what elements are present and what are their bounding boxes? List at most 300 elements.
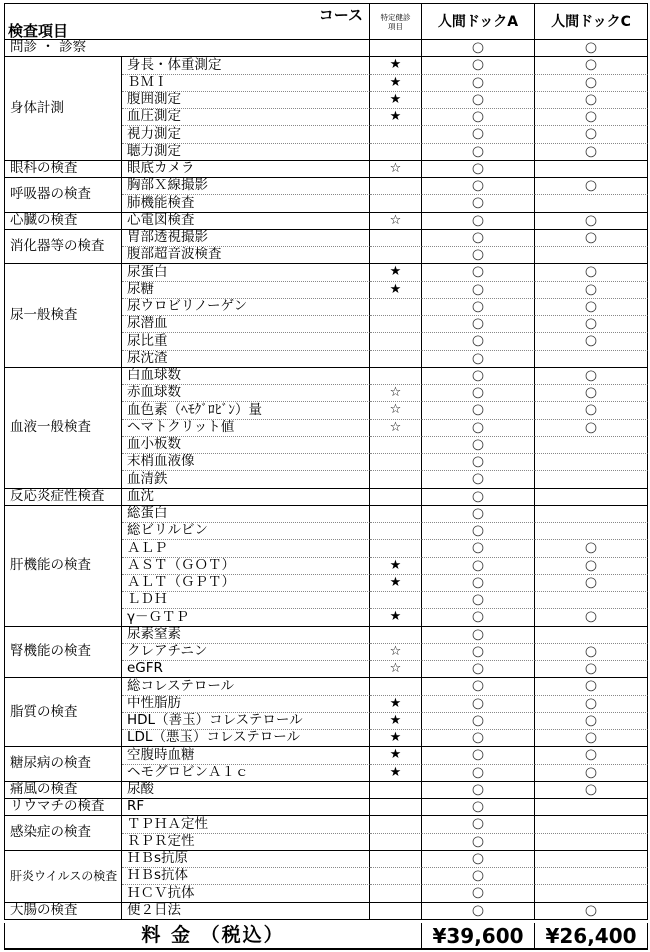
tokutei-cell [370, 730, 422, 747]
white-star-mark: ☆ [389, 661, 402, 676]
item-name: ＴＰＨＡ定性 [127, 816, 208, 832]
course-c-cell [535, 540, 648, 557]
course-c-cell [535, 161, 648, 178]
item-name-cell [122, 161, 370, 178]
included-circle-mark: ○ [471, 488, 485, 504]
item-name: ＨＢs抗体 [127, 868, 189, 884]
included-circle-mark: ○ [471, 126, 485, 142]
item-name: ＢＭＩ [127, 74, 168, 90]
included-circle-mark: ○ [584, 212, 598, 228]
header-tokutei-cell [370, 3, 422, 40]
tokutei-cell [370, 299, 422, 316]
included-circle-mark: ○ [471, 609, 485, 625]
course-a-cell [422, 885, 535, 902]
included-circle-mark: ○ [471, 143, 485, 159]
item-name-cell [122, 178, 370, 195]
included-circle-mark: ○ [471, 229, 485, 246]
tokutei-cell [370, 247, 422, 264]
item-name: 尿潜血 [127, 316, 168, 332]
item-name-cell [122, 799, 370, 816]
item-name: 白血球数 [127, 367, 181, 384]
total-label-cell [4, 923, 422, 950]
tokutei-cell [370, 471, 422, 488]
item-name: 中性脂肪 [127, 695, 181, 711]
tokutei-cell [370, 868, 422, 885]
item-name-cell [122, 420, 370, 437]
item-name: HDL（善玉）コレステロール [127, 712, 303, 729]
item-name-cell [122, 678, 370, 695]
item-name: ＡＬＰ [127, 540, 168, 556]
item-name-cell [122, 765, 370, 782]
included-circle-mark: ○ [471, 678, 485, 694]
included-circle-mark: ○ [584, 281, 598, 297]
course-a-cell [422, 178, 535, 195]
included-circle-mark: ○ [584, 902, 598, 918]
course-c-cell [535, 678, 648, 695]
course-a-cell [422, 816, 535, 833]
included-circle-mark: ○ [471, 402, 485, 418]
course-c-cell [535, 609, 648, 626]
item-name: 聴力測定 [127, 143, 181, 159]
course-c-cell [535, 627, 648, 644]
tokutei-cell [370, 264, 422, 281]
included-circle-mark: ○ [471, 695, 485, 711]
header-course-label: コース [318, 6, 363, 24]
item-name: 尿素窒素 [127, 626, 181, 642]
category-cell [4, 57, 122, 161]
included-circle-mark: ○ [584, 229, 598, 246]
header-tokutei-label: 特定健診項目 [380, 12, 411, 31]
course-a-cell [422, 92, 535, 109]
item-name-cell [122, 454, 370, 471]
included-circle-mark: ○ [471, 333, 485, 349]
included-circle-mark: ○ [471, 505, 485, 522]
included-circle-mark: ○ [584, 57, 598, 73]
course-c-cell [535, 57, 648, 74]
item-name-cell [122, 75, 370, 92]
category-cell [4, 264, 122, 368]
course-c-cell [535, 506, 648, 523]
tokutei-cell [370, 575, 422, 592]
item-name-cell [122, 109, 370, 126]
included-circle-mark: ○ [471, 885, 485, 901]
item-name: 尿比重 [127, 333, 168, 349]
item-name: 腹部超音波検査 [127, 247, 222, 263]
black-star-mark: ★ [389, 747, 402, 763]
course-c-cell [535, 592, 648, 609]
item-name: ＡＬＴ（ＧＰＴ） [127, 574, 235, 591]
included-circle-mark: ○ [584, 367, 598, 384]
included-circle-mark: ○ [584, 402, 598, 418]
category-cell [4, 747, 122, 782]
category-cell [4, 161, 122, 178]
tokutei-cell [370, 834, 422, 851]
black-star-mark: ★ [389, 264, 402, 280]
item-name-cell [122, 402, 370, 419]
course-c-cell [535, 471, 648, 488]
black-star-mark: ★ [389, 281, 402, 297]
course-a-cell [422, 144, 535, 161]
item-name: 身長・体重測定 [127, 57, 222, 73]
item-name: ＨＣＶ抗体 [127, 885, 195, 901]
category-cell [4, 40, 370, 57]
course-a-cell [422, 213, 535, 230]
course-c-cell [535, 213, 648, 230]
course-a-cell [422, 661, 535, 678]
included-circle-mark: ○ [471, 281, 485, 297]
included-circle-mark: ○ [471, 816, 485, 832]
included-circle-mark: ○ [471, 471, 485, 487]
item-name-cell [122, 851, 370, 868]
black-star-mark: ★ [389, 109, 402, 124]
included-circle-mark: ○ [471, 868, 485, 884]
item-name: ＲＰＲ定性 [127, 833, 195, 849]
course-a-cell [422, 471, 535, 488]
item-name-cell [122, 868, 370, 885]
category-cell [4, 213, 122, 230]
included-circle-mark: ○ [584, 178, 598, 194]
tokutei-cell [370, 213, 422, 230]
tokutei-cell [370, 282, 422, 299]
included-circle-mark: ○ [471, 523, 485, 539]
course-a-cell [422, 609, 535, 626]
included-circle-mark: ○ [584, 333, 598, 349]
course-c-cell [535, 765, 648, 782]
course-c-cell [535, 782, 648, 799]
tokutei-cell [370, 195, 422, 212]
item-name: ヘマトクリット値 [127, 419, 235, 435]
item-name-cell [122, 282, 370, 299]
included-circle-mark: ○ [471, 212, 485, 228]
tokutei-cell [370, 437, 422, 454]
item-name: 尿糖 [127, 281, 154, 297]
course-c-cell [535, 851, 648, 868]
included-circle-mark: ○ [584, 661, 598, 677]
included-circle-mark: ○ [471, 160, 485, 177]
item-name-cell [122, 730, 370, 747]
included-circle-mark: ○ [471, 592, 485, 608]
course-c-cell [535, 230, 648, 247]
tokutei-cell [370, 696, 422, 713]
tokutei-cell [370, 144, 422, 161]
course-c-cell [535, 885, 648, 902]
course-a-cell [422, 765, 535, 782]
item-name-cell [122, 558, 370, 575]
item-name: ＨＢs抗原 [127, 850, 189, 867]
category-label: 感染症の検査 [10, 824, 91, 841]
course-a-cell [422, 161, 535, 178]
category-label: 眼科の検査 [10, 160, 78, 177]
item-name: ＬＤＨ [127, 592, 168, 608]
included-circle-mark: ○ [471, 195, 485, 211]
included-circle-mark: ○ [584, 678, 598, 694]
course-a-cell [422, 454, 535, 471]
tokutei-cell [370, 126, 422, 143]
black-star-mark: ★ [389, 730, 402, 745]
included-circle-mark: ○ [471, 712, 485, 729]
item-name-cell [122, 92, 370, 109]
course-c-cell [535, 437, 648, 454]
course-a-cell [422, 282, 535, 299]
course-a-cell [422, 747, 535, 764]
course-c-cell [535, 282, 648, 299]
course-a-cell [422, 799, 535, 816]
included-circle-mark: ○ [584, 264, 598, 280]
included-circle-mark: ○ [584, 695, 598, 711]
course-c-cell [535, 264, 648, 281]
tokutei-cell [370, 368, 422, 385]
black-star-mark: ★ [389, 609, 402, 625]
included-circle-mark: ○ [471, 74, 485, 90]
item-name: 血圧測定 [127, 109, 181, 125]
category-cell [4, 368, 122, 489]
course-c-cell [535, 316, 648, 333]
included-circle-mark: ○ [471, 385, 485, 401]
course-c-cell [535, 903, 648, 920]
tokutei-cell [370, 540, 422, 557]
course-a-cell [422, 782, 535, 799]
item-name-cell [122, 368, 370, 385]
course-c-cell [535, 368, 648, 385]
item-name: 血沈 [127, 488, 154, 504]
item-name: 血色素（ﾍﾓｸﾞﾛﾋﾞﾝ）量 [127, 402, 262, 418]
category-label: 痛風の検査 [10, 781, 78, 798]
header-item-cell [4, 3, 370, 40]
item-name-cell [122, 816, 370, 833]
item-name: 血小板数 [127, 436, 181, 453]
category-label: 呼吸器の検査 [10, 186, 91, 202]
included-circle-mark: ○ [584, 574, 598, 591]
item-name: 腹囲測定 [127, 91, 181, 108]
included-circle-mark: ○ [584, 126, 598, 142]
included-circle-mark: ○ [471, 298, 485, 315]
item-name-cell [122, 333, 370, 350]
tokutei-cell [370, 782, 422, 799]
item-name-cell [122, 195, 370, 212]
included-circle-mark: ○ [471, 902, 485, 918]
course-a-cell [422, 540, 535, 557]
course-c-cell [535, 92, 648, 109]
course-c-cell [535, 75, 648, 92]
course-a-cell [422, 351, 535, 368]
item-name: 胸部Ｘ線撮影 [127, 178, 208, 194]
tokutei-cell [370, 816, 422, 833]
item-name: 尿沈渣 [127, 350, 168, 366]
item-name-cell [122, 540, 370, 557]
category-label: 肝炎ウイルスの検査 [10, 869, 118, 884]
black-star-mark: ★ [389, 74, 402, 90]
category-label: 消化器等の検査 [10, 237, 105, 254]
category-label: 肝機能の検査 [10, 556, 91, 573]
course-c-cell [535, 661, 648, 678]
item-name: 視力測定 [127, 126, 181, 142]
course-c-cell [535, 558, 648, 575]
item-name: 尿蛋白 [127, 264, 168, 280]
tokutei-cell [370, 75, 422, 92]
course-a-cell [422, 299, 535, 316]
item-name: 総蛋白 [127, 505, 168, 522]
tokutei-cell [370, 523, 422, 540]
course-c-cell [535, 834, 648, 851]
item-name-cell [122, 230, 370, 247]
course-a-cell [422, 903, 535, 920]
course-a-cell [422, 316, 535, 333]
course-c-cell [535, 489, 648, 506]
included-circle-mark: ○ [471, 540, 485, 556]
included-circle-mark: ○ [471, 436, 485, 453]
tokutei-cell [370, 885, 422, 902]
included-circle-mark: ○ [471, 626, 485, 642]
white-star-mark: ☆ [389, 643, 402, 659]
category-label: 尿一般検査 [10, 306, 78, 323]
included-circle-mark: ○ [471, 850, 485, 867]
course-a-cell [422, 368, 535, 385]
included-circle-mark: ○ [584, 316, 598, 332]
item-name: γ－ＧＴＰ [127, 609, 189, 625]
black-star-mark: ★ [389, 712, 402, 728]
included-circle-mark: ○ [471, 574, 485, 591]
included-circle-mark: ○ [471, 57, 485, 73]
included-circle-mark: ○ [584, 557, 598, 573]
tokutei-cell [370, 161, 422, 178]
total-label: 料 金 （税込） [141, 924, 285, 946]
header-item-label: 検査項目 [8, 22, 69, 40]
category-label: 身体計測 [10, 99, 64, 116]
course-a-cell [422, 489, 535, 506]
tokutei-cell [370, 903, 422, 920]
tokutei-cell [370, 316, 422, 333]
course-c-cell [535, 696, 648, 713]
tokutei-cell [370, 644, 422, 661]
category-label: 反応炎症性検査 [10, 488, 105, 504]
white-star-mark: ☆ [389, 419, 402, 435]
item-name-cell [122, 144, 370, 161]
tokutei-cell [370, 333, 422, 350]
category-cell [4, 489, 122, 506]
included-circle-mark: ○ [584, 643, 598, 660]
category-label: 大腸の検査 [10, 902, 78, 918]
course-a-cell [422, 696, 535, 713]
course-a-cell [422, 195, 535, 212]
item-name-cell [122, 264, 370, 281]
tokutei-cell [370, 558, 422, 575]
white-star-mark: ☆ [389, 402, 402, 418]
tokutei-cell [370, 109, 422, 126]
course-a-cell [422, 230, 535, 247]
tokutei-cell [370, 92, 422, 109]
tokutei-cell [370, 351, 422, 368]
tokutei-cell [370, 592, 422, 609]
included-circle-mark: ○ [584, 91, 598, 108]
item-name-cell [122, 834, 370, 851]
course-a-cell [422, 834, 535, 851]
course-c-cell [535, 420, 648, 437]
course-c-cell [535, 747, 648, 764]
included-circle-mark: ○ [471, 833, 485, 849]
item-name-cell [122, 471, 370, 488]
item-name: 総ビリルビン [127, 523, 208, 539]
header-course-c-cell [535, 3, 648, 40]
included-circle-mark: ○ [471, 661, 485, 677]
included-circle-mark: ○ [584, 609, 598, 625]
item-name-cell [122, 316, 370, 333]
item-name-cell [122, 903, 370, 920]
course-c-cell [535, 247, 648, 264]
course-c-cell [535, 575, 648, 592]
category-cell [4, 178, 122, 213]
tokutei-cell [370, 230, 422, 247]
item-name-cell [122, 506, 370, 523]
included-circle-mark: ○ [584, 764, 598, 780]
included-circle-mark: ○ [471, 247, 485, 263]
course-a-cell [422, 57, 535, 74]
course-a-cell [422, 868, 535, 885]
tokutei-cell [370, 851, 422, 868]
item-name: RF [127, 799, 145, 815]
included-circle-mark: ○ [584, 747, 598, 763]
course-a-cell [422, 126, 535, 143]
category-label: 問診 ・ 診察 [10, 40, 87, 55]
tokutei-cell [370, 178, 422, 195]
item-name: 空腹時血糖 [127, 747, 195, 763]
item-name: 眼底カメラ [127, 160, 195, 177]
course-c-cell [535, 816, 648, 833]
item-name-cell [122, 523, 370, 540]
tokutei-cell [370, 40, 422, 57]
included-circle-mark: ○ [471, 350, 485, 366]
category-label: リウマチの検査 [10, 799, 105, 815]
white-star-mark: ☆ [389, 385, 402, 400]
item-name-cell [122, 644, 370, 661]
course-c-cell [535, 126, 648, 143]
item-name: 末梢血液像 [127, 454, 195, 470]
item-name: 心電図検査 [127, 212, 195, 228]
category-cell [4, 782, 122, 799]
course-c-cell [535, 454, 648, 471]
course-a-cell [422, 40, 535, 57]
tokutei-cell [370, 799, 422, 816]
included-circle-mark: ○ [471, 40, 485, 56]
item-name: クレアチニン [127, 643, 208, 660]
course-c-cell [535, 385, 648, 402]
item-name-cell [122, 592, 370, 609]
included-circle-mark: ○ [584, 781, 598, 798]
category-cell [4, 678, 122, 747]
tokutei-cell [370, 454, 422, 471]
included-circle-mark: ○ [471, 747, 485, 763]
included-circle-mark: ○ [471, 91, 485, 108]
item-name: LDL（悪玉）コレステロール [127, 730, 300, 746]
course-a-cell [422, 730, 535, 747]
black-star-mark: ★ [389, 557, 402, 573]
included-circle-mark: ○ [584, 540, 598, 556]
tokutei-cell [370, 489, 422, 506]
tokutei-cell [370, 57, 422, 74]
included-circle-mark: ○ [584, 298, 598, 315]
item-name-cell [122, 661, 370, 678]
course-c-cell [535, 523, 648, 540]
item-name: 血清鉄 [127, 471, 168, 487]
total-price-c: ¥26,400 [545, 923, 637, 948]
black-star-mark: ★ [389, 695, 402, 711]
course-c-cell [535, 351, 648, 368]
course-a-cell [422, 575, 535, 592]
category-cell [4, 627, 122, 679]
course-a-cell [422, 558, 535, 575]
course-c-cell [535, 644, 648, 661]
tokutei-cell [370, 385, 422, 402]
category-cell [4, 506, 122, 627]
